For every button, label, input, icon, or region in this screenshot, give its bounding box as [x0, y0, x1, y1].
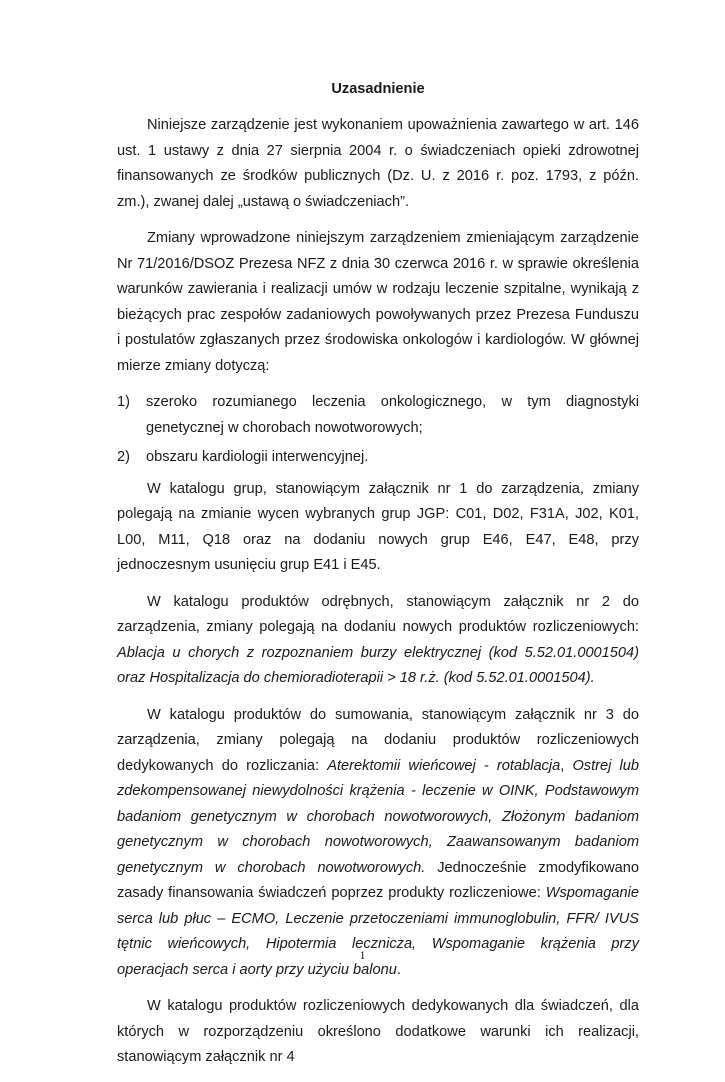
- paragraph-text: W katalogu produktów odrębnych, stanowiącym załącznik nr 2 do zarządzenia, zmiany polegają na dodaniu nowych produktów rozliczeniowych:: [117, 593, 639, 635]
- paragraph-text: W katalogu grup, stanowiącym załącznik nr 1 do zarządzenia, zmiany polegają na zmianie wycen wybranych grup JGP: C01, D02, F31A, J02, K01, L00, M11, Q18 oraz na dodaniu nowych grup E46, E47, E48, przy jednoczesnym usunięciu grup E41 i E45.: [117, 480, 639, 573]
- paragraph-text: .: [396, 961, 401, 978]
- paragraph-text: ,: [560, 757, 573, 774]
- list-item-text: szeroko rozumianego leczenia onkologicznego, w tym diagnostyki genetycznej w chorobach nowotworowych;: [146, 394, 639, 436]
- list-item: [117, 445, 639, 471]
- paragraph-changes-intro: [117, 226, 639, 379]
- list-item: [117, 390, 639, 441]
- paragraph-text: W katalogu produktów do sumowania, stanowiącym załącznik nr 3 do zarządzenia, zmiany polegają na dodaniu produktów rozliczeniowych dedykowanych do rozliczania:: [117, 706, 639, 774]
- paragraph-italic-text: Aterektomii wieńcowej - rotablacja: [327, 757, 561, 774]
- paragraph-text: W katalogu produktów rozliczeniowych dedykowanych dla świadczeń, dla których w rozporządzeniu określono dodatkowe warunki ich realizacji, stanowiącym załącznik nr 4: [117, 998, 639, 1065]
- list-item-number: 1): [117, 394, 130, 410]
- page-number: 1: [359, 948, 366, 962]
- paragraph-group-catalogue: [117, 477, 639, 579]
- list-item-text: obszaru kardiologii interwencyjnej.: [146, 449, 369, 465]
- paragraph-italic-text: Ostrej lub zdekompensowanej niewydolności krążenia - leczenie w OINK, Podstawowym badaniom genetycznym w chorobach nowotworowych, Złożonym badaniom genetycznym w chorobach nowotworowych, Zaawansowanym badaniom genetycznym w chorobach nowotworowych.: [117, 757, 639, 876]
- paragraph-italic-text: Ablacja u chorych z rozpoznaniem burzy elektrycznej (kod 5.52.01.0001504) oraz Hospitalizacja do chemioradioterapii > 18 r.ż. (: [117, 644, 639, 686]
- document-title: Uzasadnienie: [331, 81, 425, 97]
- paragraph-text: Zmiany wprowadzone niniejszym zarządzeniem zmieniającym zarządzenie Nr 71/2016/DSOZ Prezesa NFZ z dnia 30 czerwca 2016 r. w sprawie określenia warunków zawierania i realizacji umów w rodzaju leczenie szpitalne, wynikają z bieżących prac zespołów zadaniowych powoływanych przez Prezesa Funduszu i postulatów zgłaszanych przez środowiska onkologów i kardiologów. W głównej mierze zmiany dotyczą:: [117, 230, 639, 374]
- paragraph-separate-products: [117, 590, 639, 692]
- paragraph-legal-basis: [117, 113, 639, 215]
- paragraph-text: Jednocześnie zmodyfikowano zasady finansowania świadczeń poprzez produkty rozliczeniowe:: [117, 859, 640, 901]
- paragraph-italic-text: kod 5.52.01.0001504).: [448, 670, 595, 686]
- paragraph-dedicated-products: [117, 994, 639, 1071]
- paragraph-text: Niniejsze zarządzenie jest wykonaniem upoważnienia zawartego w art. 146 ust. 1 ustawy z dnia 27 sierpnia 2004 r. o świadczeniach opieki zdrowotnej finansowanych ze środków publicznych (Dz. U. z 2016 r. poz. 1793, z późn. zm.), zwanej dalej „ustawą o świadczeniach”.: [117, 117, 639, 210]
- list-item-number: 2): [117, 449, 130, 465]
- changes-list: [117, 390, 639, 471]
- document-body: [117, 78, 639, 1082]
- paragraph-summed-products: [117, 703, 639, 984]
- paragraph-italic-text: Wspomaganie serca lub płuc – ECMO, Leczenie przetoczeniami immunoglobulin, FFR/ IVUS tętnic wieńcowych, Hipotermia lecznicza, Wspomaganie krążenia przy operacjach serca i aorty przy użyciu balonu: [117, 885, 639, 978]
